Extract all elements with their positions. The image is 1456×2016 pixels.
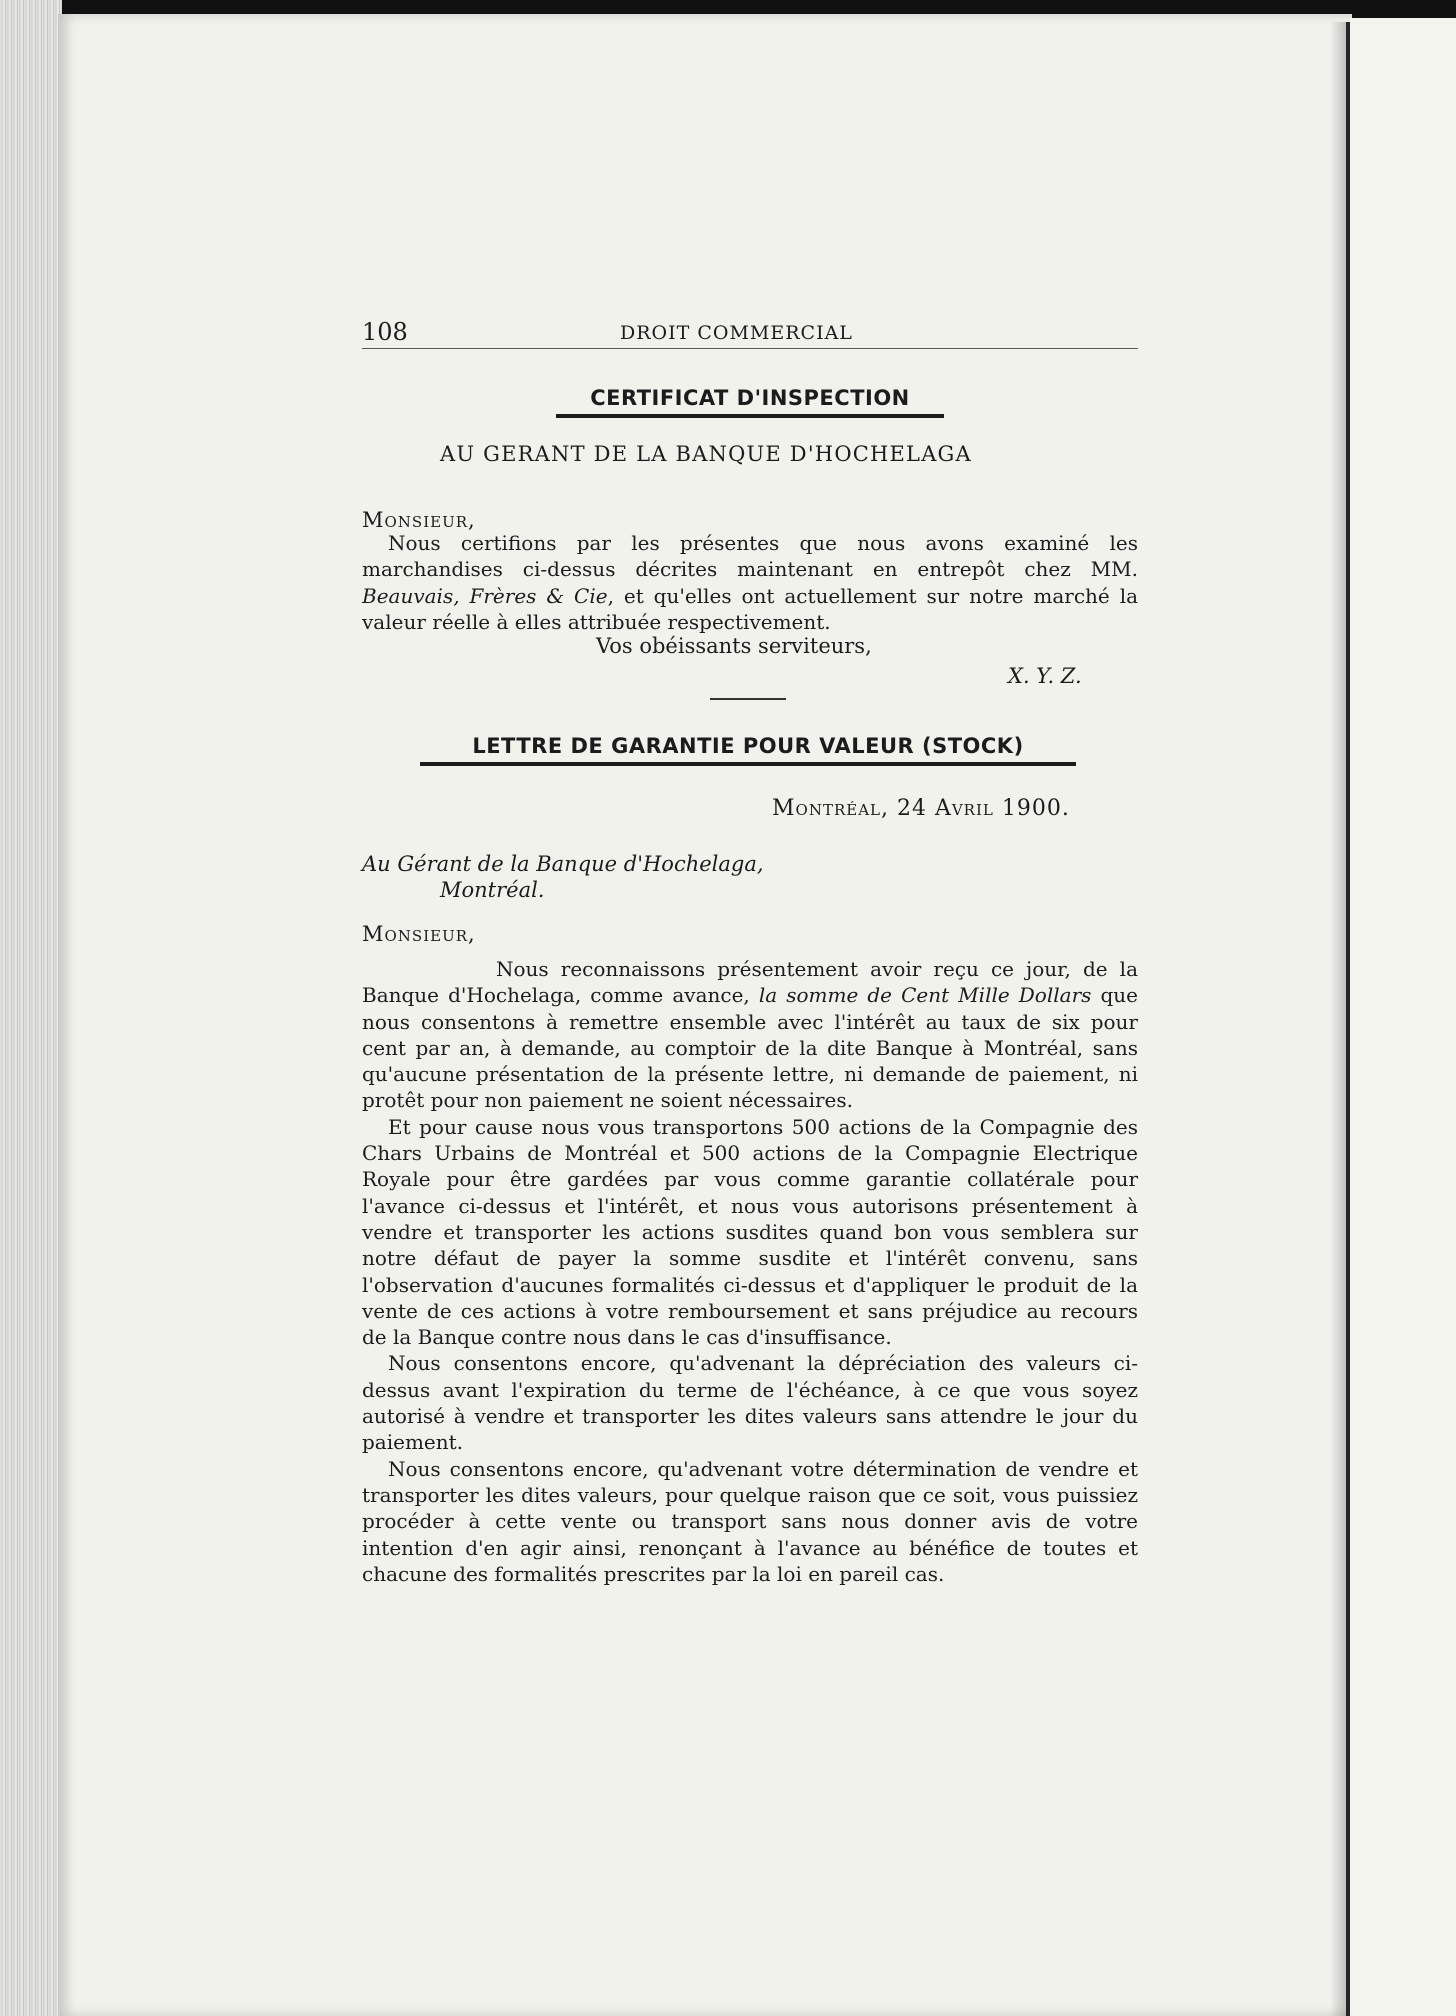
page-number: 108 xyxy=(362,318,408,346)
letter-paragraph-3: Nous consentons encore, qu'advenant la dépréciation des valeurs ci-dessus avant l'expiration du terme de l'échéance, à ce que vous soyez autorisé à vendre et transporter les dites valeurs sans attendre le jour du paiement. xyxy=(362,1351,1138,1455)
section-divider xyxy=(710,698,786,700)
letter-salutation: Monsieur, xyxy=(362,922,476,946)
running-title: DROIT COMMERCIAL xyxy=(620,322,853,344)
letter-title: LETTRE DE GARANTIE POUR VALEUR (STOCK) xyxy=(472,734,1024,758)
certificate-signature: X. Y. Z. xyxy=(1008,664,1082,688)
certificate-title: CERTIFICAT D'INSPECTION xyxy=(590,386,910,410)
letter-place-date: Montréal, 24 Avril 1900. xyxy=(772,796,1070,821)
running-head xyxy=(362,318,1138,349)
certificate-title-rule xyxy=(556,414,944,418)
loan-amount: la somme de Cent Mille Dollars xyxy=(758,983,1092,1008)
firm-name: Beauvais, Frères & Cie xyxy=(362,583,608,608)
letter-paragraph-1: Nous reconnaissons présentement avoir reçu ce jour, de la Banque d'Hochelaga, comme avance, la somme de Cent Mille Dollars que nous consentons à remettre ensemble avec l'intérêt au taux de six pour cent par an, à demande, au comptoir de la dite Banque à Montréal, sans qu'aucune présentation de la présente lettre, ni demande de paiement, ni protêt pour non paiement ne soient nécessaires. xyxy=(362,957,1138,1113)
letter-paragraph-4: Nous consentons encore, qu'advenant votre détermination de vendre et transporter les dites valeurs, pour quelque raison que ce soit, vous puissiez procéder à cette vente ou transport sans nous donner avis de votre intention d'en agir ainsi, renonçant à l'avance au bénéfice de toutes et chacune des formalités prescrites par la loi en pareil cas. xyxy=(362,1456,1138,1586)
letter-paragraph-2: Et pour cause nous vous transportons 500 actions de la Compagnie des Chars Urbains de Montréal et 500 actions de la Compagnie Electrique Royale pour être gardées par vous comme garantie collatérale pour l'avance ci-dessus et l'intérêt, et nous vous autorisons présentement à vendre et transporter les actions susdites quand bon vous semblera sur notre défaut de payer la somme susdite et l'intérêt convenu, sans l'observation d'aucunes formalités ci-dessus et d'appliquer le produit de la vente de ces actions à votre remboursement et sans préjudice au recours de la Banque contre nous dans le cas d'insuffisance. xyxy=(362,1114,1138,1350)
letter-addressee-line2: Montréal. xyxy=(440,878,545,902)
letter-body xyxy=(362,956,1138,1587)
certificate-addressee: AU GERANT DE LA BANQUE D'HOCHELAGA xyxy=(440,442,972,466)
letter-addressee-line1: Au Gérant de la Banque d'Hochelaga, xyxy=(362,852,764,876)
certificate-salutation: Monsieur, xyxy=(362,508,476,532)
book-page-edges xyxy=(0,0,62,2016)
facing-page-edge xyxy=(1350,18,1456,2016)
certificate-closing: Vos obéissants serviteurs, xyxy=(596,634,872,658)
certificate-body: Nous certifions par les présentes que nous avons examiné les marchandises ci-dessus décrites maintenant en entrepôt chez MM. Beauvais, Frères & Cie, et qu'elles ont actuellement sur notre marché la valeur réelle à elles attribuée respectivement. xyxy=(362,531,1139,634)
letter-title-rule xyxy=(420,762,1076,766)
